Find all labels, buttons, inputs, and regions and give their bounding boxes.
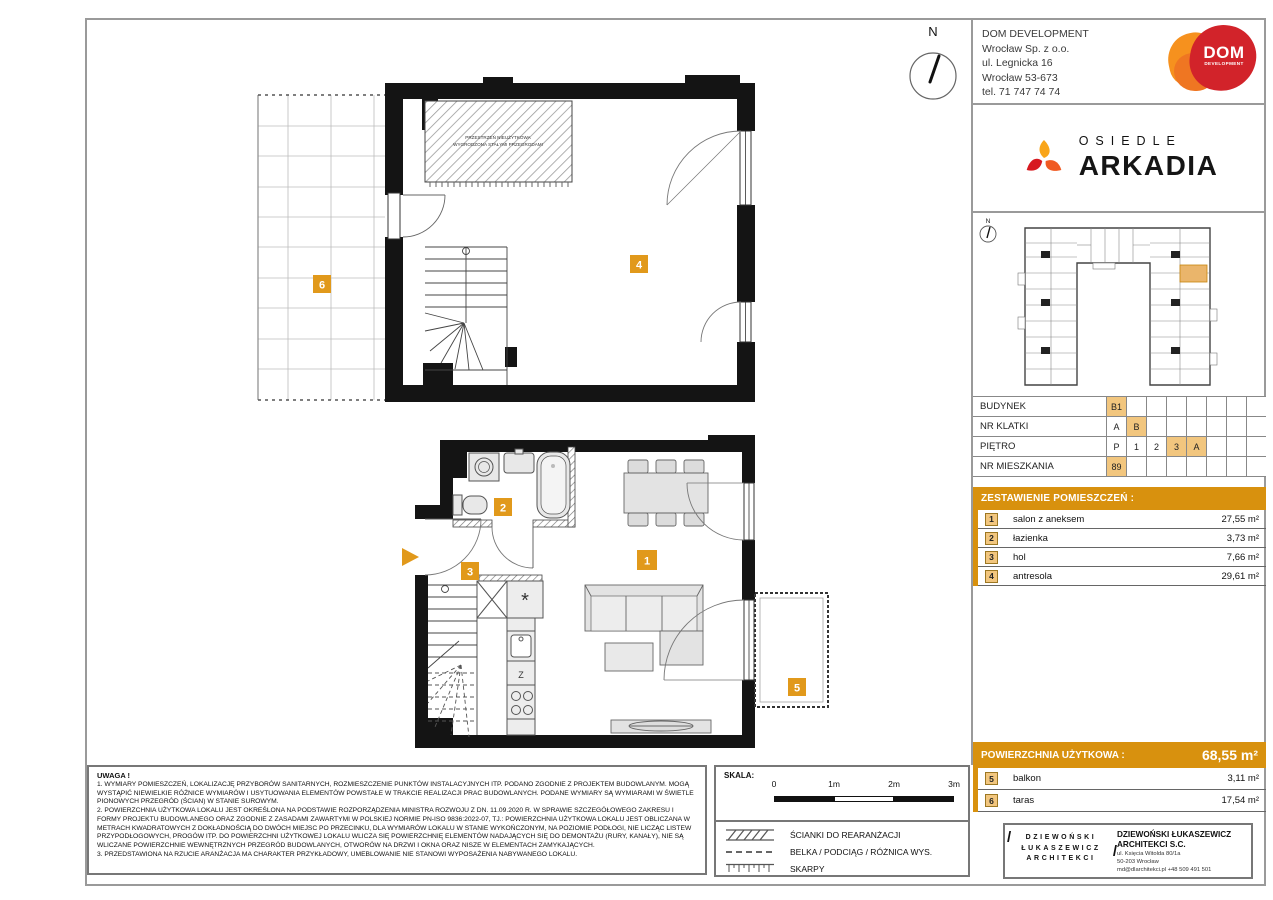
room-area: 17,54 m²: [1221, 795, 1259, 806]
scale-tick: 2m: [888, 779, 900, 789]
notes-box: [87, 765, 707, 875]
info-cell: [1206, 397, 1226, 416]
note-3: 3. PRZEDSTAWIONA NA RZUCIE ARANŻACJA MA CHARAKTER PRZYKŁADOWY, UMEBLOWANIE NIE STANOWI WYPOSAŻENIA NABYWANEGO LOKALU.: [97, 850, 578, 858]
room-name: salon z aneksem: [1013, 513, 1085, 525]
svg-text:4: 4: [635, 259, 643, 272]
tv-console-icon: [611, 720, 711, 733]
scale-bar-segment: [894, 796, 954, 802]
info-cell: 1: [1126, 437, 1146, 456]
room-number-badge: 5: [985, 772, 998, 785]
architect-name: DZIEWOŃSKI ŁUKASZEWICZ: [1117, 830, 1232, 839]
room-name: łazienka: [1013, 532, 1048, 544]
svg-text:1: 1: [643, 555, 651, 568]
room-5-label: [788, 678, 806, 696]
info-cell: A: [1186, 437, 1206, 456]
info-cell: [1226, 397, 1246, 416]
info-table: [973, 396, 1266, 477]
info-cell: [1146, 397, 1166, 416]
rooms-table: [973, 510, 1266, 586]
room-row: [978, 567, 1266, 586]
info-cell: [1226, 457, 1246, 476]
scale-bar-segment: [774, 796, 834, 802]
room-name: balkon: [1013, 773, 1041, 784]
estate-label: OSIEDLE: [1078, 134, 1182, 148]
info-cell: 3: [1166, 437, 1186, 456]
info-row-label: PIĘTRO: [980, 441, 1016, 452]
room-number-badge: 1: [985, 513, 998, 526]
company-name: DOM DEVELOPMENT: [982, 28, 1089, 40]
legend-row: [716, 843, 968, 860]
room-area: 3,11 m²: [1227, 773, 1259, 784]
svg-text:3: 3: [466, 566, 474, 579]
room-number-badge: 6: [985, 794, 998, 807]
lower-stairs: [428, 581, 477, 737]
compass-needle: [930, 56, 939, 82]
info-cell: [1186, 457, 1206, 476]
terrace-area: [258, 95, 385, 400]
site-compass-n: N: [985, 218, 991, 225]
info-cell: [1186, 417, 1206, 436]
info-cell: [1146, 417, 1166, 436]
rooms-header: ZESTAWIENIE POMIESZCZEŃ :: [973, 487, 1266, 510]
info-cell: [1126, 397, 1146, 416]
site-plan: [973, 213, 1266, 396]
legend-rows: [716, 822, 968, 877]
note-2: 2. POWIERZCHNIA UŻYTKOWA LOKALU JEST OKREŚLONA NA PODSTAWIE ROZPORZĄDZENIA MINISTRA ROZWOJU Z DN. 11.09.2020 R. W SPRAWIE SZCZEGÓŁOWEGO ZAKRESU I FORMY PROJEKTU BUDOWLANEGO ORAZ ZGODNIE Z ZASADAMI ZAWARTYMI W POLSKIEJ NORMIE PN-ISO 9836:2022-07, TJ.: POWIERZCHNIA UŻYTKOWA LOKALU JEST OBLICZANA W METRACH KWADRATOWYCH Z DOKŁADNOŚCIĄ DO DWÓCH MIEJSC PO PRZECINKU, DLA WYMIARÓW LOKALU W STANIE WYKOŃCZONYM, NA POZIOMIE PODŁOGI, NIE LICZĄC LISTEW PRZYPODŁOGOWYCH, PROGÓW ITP. DO POWIERZCHNI UŻYTKOWEJ LOKALU WLICZA SIĘ POWIERZCHNIĘ ELEMENTÓW NADAJĄCYCH SIĘ DO DEMONTAŻU (RURY, KANAŁY), NIE SĄ WLICZANE POWIERZCHNIE WEWNĘTRZNYCH PRZEGRÓD BUDOWLANYCH, OTWORÓW NA DRZWI I OKNA ORAZ NISZE W ELEMENTACH ZAMYKAJĄCYCH.: [97, 807, 692, 849]
info-cell: [1246, 417, 1266, 436]
compass: [900, 20, 966, 106]
beam-symbol: [726, 851, 778, 853]
toilet-icon: [453, 495, 462, 515]
room-row: [978, 790, 1266, 812]
estate-logo-box: [973, 105, 1266, 213]
washing-machine-icon: [469, 453, 499, 481]
site-plan-box: [973, 213, 1266, 396]
lower-floor-plan: [395, 435, 835, 755]
legend-row: [716, 860, 968, 877]
unused-space: [425, 101, 572, 187]
room-row: [978, 768, 1266, 790]
kitchen-hood-symbol: *: [521, 590, 529, 612]
info-row: [973, 457, 1266, 477]
architect-info: DZIEWOŃSKI ŁUKASZEWICZ ARCHITEKCI S.C. ul. Księcia Witolda 80/1a 50-203 Wrocław md@dlarchitekci.pl +48 509 491 501: [1117, 825, 1251, 877]
rearrangeable-walls-symbol: [726, 829, 778, 841]
room-name: taras: [1013, 795, 1035, 806]
usable-area-header: [973, 742, 1266, 768]
usable-area-value: 68,55 m²: [1201, 747, 1258, 763]
building-outline: [1025, 228, 1210, 385]
notes-title: UWAGA !: [97, 771, 131, 780]
info-cell: [1126, 457, 1146, 476]
info-cell: [1206, 437, 1226, 456]
coffee-table-icon: [605, 643, 653, 671]
scale-bar-segment: [834, 796, 894, 802]
info-cell: [1166, 417, 1186, 436]
info-cell: [1186, 397, 1206, 416]
estate-name: ARKADIA: [1078, 150, 1219, 181]
room-number-badge: 4: [985, 570, 998, 583]
scale-label: SKALA:: [724, 771, 755, 780]
kitchen: [477, 581, 543, 735]
svg-text:6: 6: [318, 279, 326, 292]
info-row-label: NR MIESZKANIA: [980, 461, 1054, 472]
usable-area-label: POWIERZCHNIA UŻYTKOWA :: [981, 749, 1125, 761]
svg-text:2: 2: [499, 502, 507, 515]
info-cell: 2: [1146, 437, 1166, 456]
scale-zone: [716, 767, 968, 822]
note-1: 1. WYMIARY POMIESZCZEŃ, LOKALIZACJĘ PRZYBORÓW SANITARNYCH, ROZMIESZCZENIE PUNKTÓW INSTALACYJNYCH ITP. PODANO ZGODNIE Z PROJEKTEM BUDOWLANYM. MOGĄ WYSTĄPIĆ NIEWIELKIE RÓŻNICE WYMIARÓW I USYTUOWANIA ELEMENTÓW POWSTAŁE W TRAKCIE REALIZACJI PRAC BUDOWLANYCH. PODANE WYMIARY SĄ WYMIARAMI W ŚWIETLE PIONOWYCH PRZEGRÓD (ŚCIAN) W STANIE SUROWYM.: [97, 781, 694, 806]
legend-label: ŚCIANKI DO REARANŻACJI: [790, 829, 901, 840]
legend-label: BELKA / PODCIĄG / RÓŻNICA WYS.: [790, 846, 933, 857]
info-cell: [1206, 417, 1226, 436]
info-cell: 89: [1106, 457, 1126, 476]
room-row: [978, 548, 1266, 567]
unused-space-label-1: PRZESTRZEŃ NIEUŻYTKOWA: [465, 135, 531, 140]
info-cell: [1246, 457, 1266, 476]
room-row: [978, 510, 1266, 529]
info-row-label: BUDYNEK: [980, 401, 1026, 412]
legend-row: [716, 826, 968, 843]
architect-contact: md@dlarchitekci.pl +48 509 491 501: [1117, 867, 1212, 873]
room-3-label: [461, 562, 479, 580]
dining-table-icon: [624, 460, 708, 526]
compass-n-label: N: [928, 24, 938, 39]
outdoor-table: [973, 768, 1266, 812]
info-cell: [1246, 437, 1266, 456]
info-cell: [1206, 457, 1226, 476]
room-area: 29,61 m²: [1221, 570, 1259, 582]
arkadia-flame-icon: [1021, 135, 1067, 181]
info-cell: [1166, 457, 1186, 476]
room-area: 27,55 m²: [1221, 513, 1259, 525]
highlighted-unit: [1180, 265, 1207, 282]
info-cell: B: [1126, 417, 1146, 436]
info-cell: [1166, 397, 1186, 416]
svg-text:5: 5: [793, 682, 801, 695]
sink-icon: [504, 453, 534, 473]
room-area: 3,73 m²: [1226, 532, 1259, 544]
room-row: [978, 529, 1266, 548]
unused-space-label-2: WYGRODZONA STAŁYMI PRZEGRODAMI: [453, 142, 543, 147]
info-cell: B1: [1106, 397, 1126, 416]
info-row: [973, 417, 1266, 437]
furniture: [585, 460, 711, 733]
room-name: hol: [1013, 551, 1026, 563]
room-number-badge: 2: [985, 532, 998, 545]
room-1-label: [637, 550, 657, 570]
info-cell: [1246, 397, 1266, 416]
scale-tick: 0: [771, 779, 777, 789]
info-cell: A: [1106, 417, 1126, 436]
company-address: DOM DEVELOPMENT Wrocław Sp. z o.o. ul. Legnicka 16 Wrocław 53-673 tel. 71 747 74 74: [982, 28, 1089, 98]
slope-symbol: [726, 863, 778, 874]
upper-door-frame: [388, 193, 400, 239]
info-cell: P: [1106, 437, 1126, 456]
info-row: [973, 397, 1266, 417]
kitchen-sink-icon: [511, 635, 531, 657]
architect-logo: / / DZIEWOŃSKI ŁUKASZEWICZ ARCHITEKCI: [1007, 829, 1117, 862]
info-cell: [1226, 437, 1246, 456]
legend-box: [714, 765, 970, 877]
room-number-badge: 3: [985, 551, 998, 564]
info-cell: [1226, 417, 1246, 436]
room-2-label: [494, 498, 512, 516]
scale-tick: 3m: [948, 779, 960, 789]
dishwasher-label: Z: [518, 670, 524, 680]
architect-box: [1003, 823, 1253, 879]
upper-floor-plan: [255, 55, 780, 405]
entrance-arrow: [402, 548, 419, 566]
room-name: antresola: [1013, 570, 1053, 582]
room-4-label: [630, 255, 648, 273]
room-6-label: [313, 275, 331, 293]
upper-door-swing: [403, 195, 445, 237]
legend-label: SKARPY: [790, 863, 825, 874]
info-row: [973, 437, 1266, 457]
dom-development-logo: DOM DEVELOPMENT: [1168, 23, 1256, 95]
room-area: 7,66 m²: [1226, 551, 1259, 563]
scale-tick: 1m: [828, 779, 840, 789]
info-cell: [1146, 457, 1166, 476]
info-row-label: NR KLATKI: [980, 421, 1029, 432]
company-box: [973, 18, 1266, 105]
